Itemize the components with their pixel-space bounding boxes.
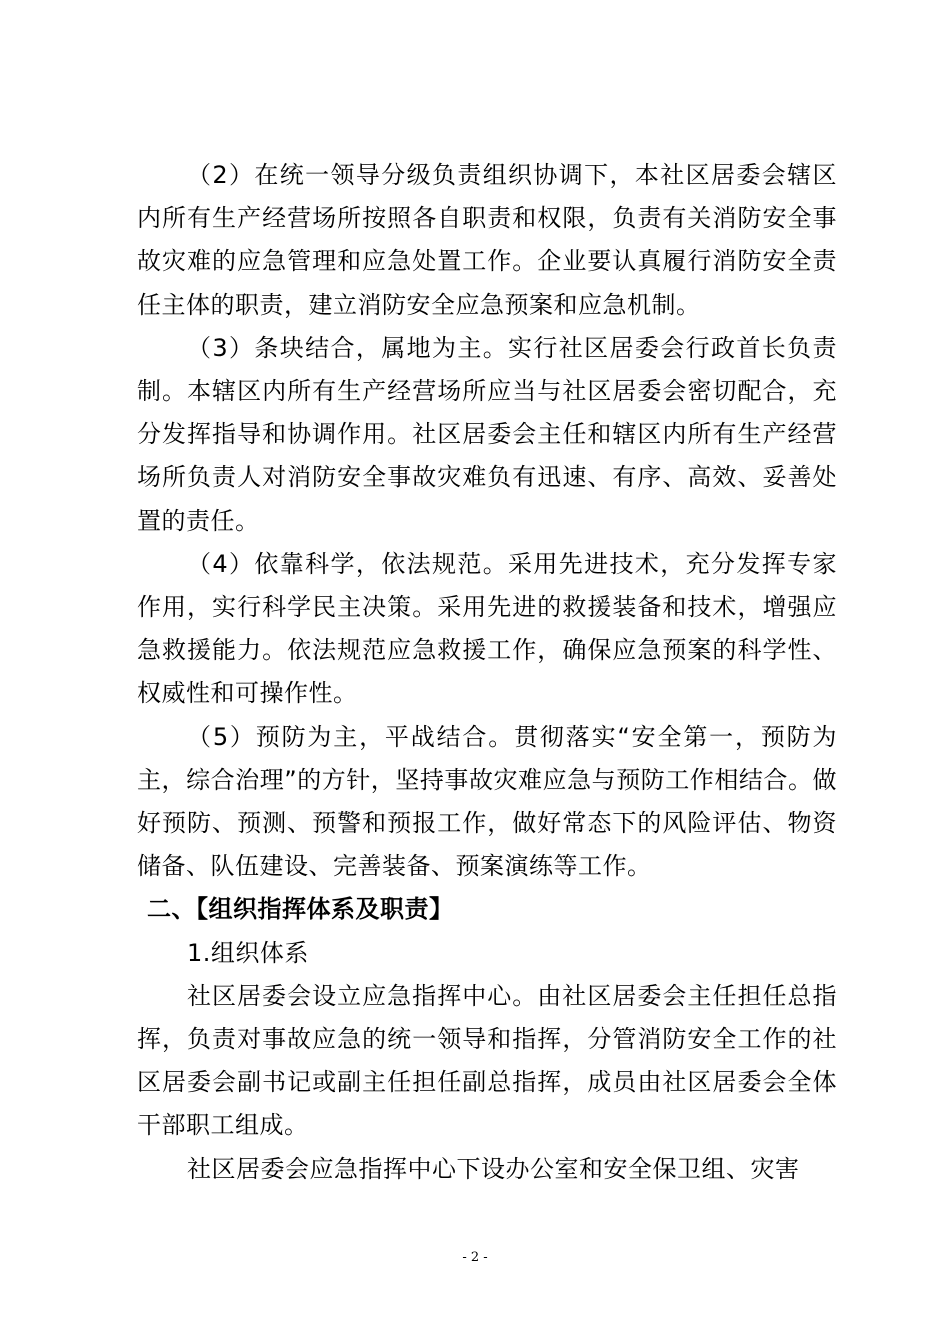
section-heading: 二、【组织指挥体系及职责】 — [147, 895, 454, 924]
paragraph-principle-2: （2）在统一领导分级负责组织协调下，本社区居委会辖区内所有生产经营场所按照各自职责和权限，负责有关消防安全事故灾难的应急管理和应急处置工作。企业要认真履行消防安全责任主体的职责，建立消防安全应急预案和应急机制。 — [137, 161, 837, 319]
document-body — [137, 154, 837, 1191]
paragraph-principle-5: （5）预防为主，平战结合。贯彻落实“安全第一，预防为主，综合治理”的方针，坚持事故灾难应急与预防工作相结合。做好预防、预测、预警和预报工作，做好常态下的风险评估、物资储备、队伍建设、完善装备、预案演练等工作。 — [137, 722, 837, 881]
paragraph-principle-4: （4）依靠科学，依法规范。采用先进技术，充分发挥专家作用，实行科学民主决策。采用先进的救援装备和技术，增强应急救援能力。依法规范应急救援工作，确保应急预案的科学性、权威性和可操作性。 — [137, 549, 837, 708]
page-number: - 2 - — [462, 1250, 488, 1265]
paragraph-organization: 社区居委会设立应急指挥中心。由社区居委会主任担任总指挥，负责对事故应急的统一领导和指挥，分管消防安全工作的社区居委会副书记或副主任担任副总指挥，成员由社区居委会全体干部职工组成。 — [137, 981, 837, 1140]
paragraph-principle-3: （3）条块结合，属地为主。实行社区居委会行政首长负责制。本辖区内所有生产经营场所应当与社区居委会密切配合，充分发挥指导和协调作用。社区居委会主任和辖区内所有生产经营场所负责人对消防安全事故灾难负有迅速、有序、高效、妥善处置的责任。 — [137, 333, 837, 535]
subsection-title: 1.组织体系 — [187, 938, 309, 967]
paragraph-command-center: 社区居委会应急指挥中心下设办公室和安全保卫组、灾害 — [187, 1154, 800, 1183]
